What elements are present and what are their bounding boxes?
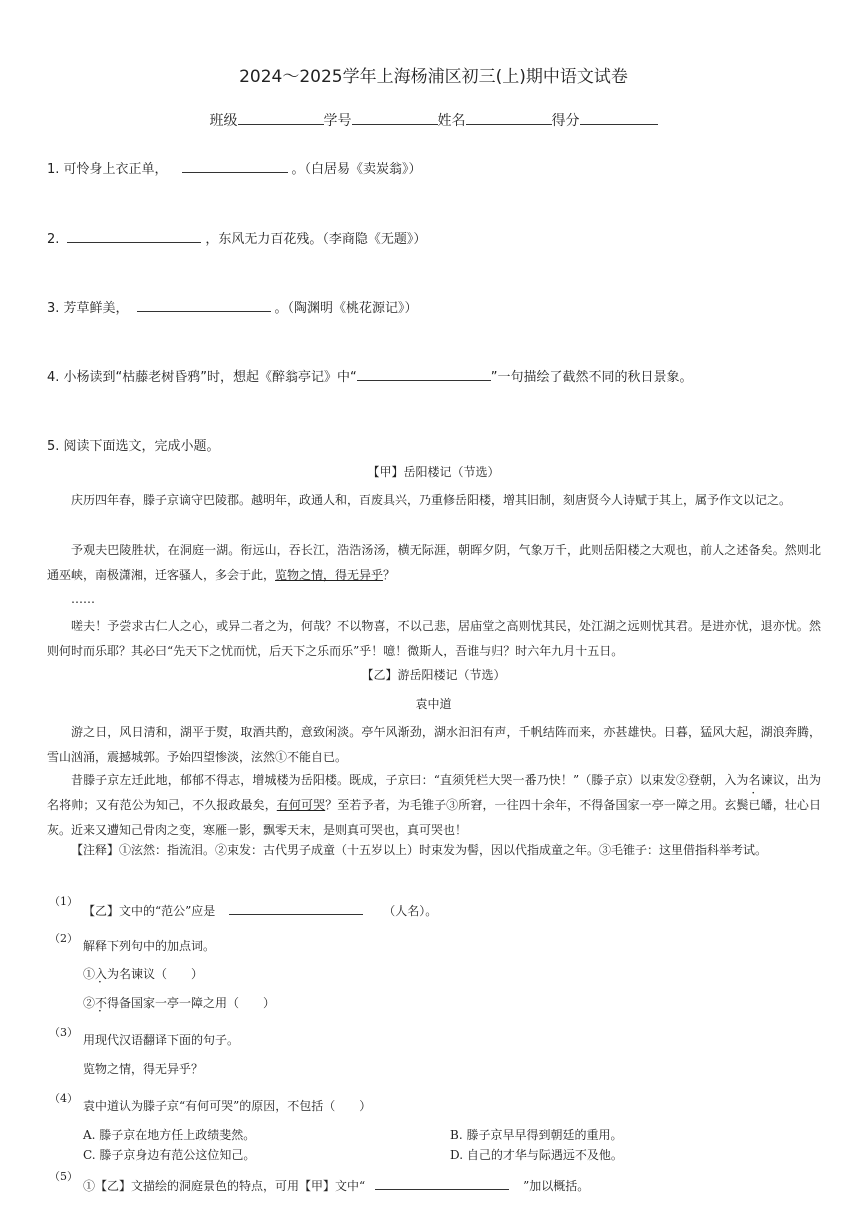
jia-p2-end: ？ [383, 568, 396, 582]
yi-p2-text-d: ？至若予者，为毛锥子 [325, 798, 447, 812]
passage-yi-p2 [47, 768, 821, 843]
sub-q4-text: 袁中道认为滕子京“有何可哭”的原因，不包括（ ） [83, 1099, 372, 1113]
q2-text: ，东风无力百花残。（李商隐《无题》） [205, 232, 427, 247]
item-a-text: 为名谏议（ ） [107, 967, 204, 981]
sub-q5-answer-blank[interactable] [375, 1175, 509, 1190]
sub-q1-number: （1） [49, 895, 78, 908]
score-field[interactable] [580, 110, 658, 125]
sub-q2-text: 解释下列句中的加点词。 [83, 939, 216, 953]
class-field[interactable] [238, 110, 324, 125]
dotted-word-ru: 入 · [724, 773, 736, 787]
sub-q1-text: 【乙】文中的“范公”应是 [83, 904, 216, 918]
q3-source: 。（陶渊明《桃花源记》） [274, 301, 418, 316]
sub-q1-end: （人名）。 [383, 904, 438, 918]
passage-jia-ellipsis: …… [71, 592, 95, 606]
q3-text: 3. 芳草鲜美， [47, 301, 129, 316]
sub-q5 [83, 1175, 589, 1194]
item-b-dotted-word: 不 [95, 996, 108, 1010]
item-a-dotted-word: 入 [95, 967, 108, 981]
passage-jia-p2 [47, 538, 821, 588]
yi-p2-text-a: 昔滕子京左迁此地，郁郁不得志，增城楼为岳阳楼。既成，子京曰：“直须凭栏大哭一番乃快！”（滕子京）以束发 [71, 773, 676, 787]
yi-p2-text-e: 所窘，一往四十余年，不得备国家一亭一障之用。玄鬓已皤，壮心日灰。近来又遭知己骨肉之变，寒雁一影，飘零天末，是则真可哭也，真可哭也！ [47, 798, 821, 837]
yi-p1-end: 不能自已。 [287, 750, 348, 764]
sub-q5-end: ”加以概括。 [523, 1179, 590, 1193]
q1-text: 1. 可怜身上衣正单， [47, 162, 168, 177]
sub-q3-sentence: 览物之情，得无异乎？ [83, 1062, 204, 1076]
sub-q3-text: 用现代汉语翻译下面的句子。 [83, 1033, 240, 1047]
sub-q2-number: （2） [49, 932, 78, 945]
option-c[interactable]: C. 滕子京身边有范公这位知己。 [83, 1148, 256, 1162]
page-title: 2024～2025学年上海杨浦区初三(上)期中语文试卷 [239, 67, 628, 87]
score-label: 得分 [551, 113, 580, 129]
passage-yi-notes: 【注释】①泫然：指流泪。②束发：古代男子成童（十五岁以上）时束发为髻，因以代指成童之年。③毛锥子：这里借指科举考试。 [71, 843, 768, 857]
option-b[interactable]: B. 滕子京早早得到朝廷的重用。 [450, 1128, 623, 1142]
q1-source: 。（白居易《卖炭翁》） [291, 162, 422, 177]
item-b-marker: ② [83, 996, 96, 1010]
underlined-sentence: 览物之情，得无异乎 [275, 568, 384, 582]
passage-yi-p1 [47, 720, 821, 770]
yi-p2-text-c: 为名谏议，出为名将帅；又有范公为知己，不久报政最矣， [47, 773, 821, 812]
question-2 [47, 228, 426, 247]
name-label: 姓名 [437, 113, 466, 129]
id-field[interactable] [352, 110, 438, 125]
sub-q5-number: （5） [49, 1170, 78, 1183]
student-info-line [0, 110, 867, 130]
question-1 [47, 158, 422, 177]
yi-p1-text: 游之日，风日清和，湖平于熨，取酒共酌，意致闲淡。亭午风渐劲，湖水汩汩有声，千帆结阵而来，亦甚雄快。日暮，猛风大起，湖浪奔腾，雪山汹涌，震撼城郭。予始四望惨淡，泫然 [47, 725, 821, 764]
question-3 [47, 297, 418, 316]
q3-answer-blank[interactable] [137, 297, 271, 312]
option-d[interactable]: D. 自己的才华与际遇远不及他。 [450, 1148, 623, 1162]
note-marker-3: ③ [446, 798, 459, 812]
q4-text-end: ”一句描绘了截然不同的秋日景象。 [490, 370, 693, 385]
sub-q4-number: （4） [49, 1092, 78, 1105]
note-marker-1: ① [275, 750, 288, 764]
q4-text: 4. 小杨读到“枯藤老树昏鸦”时，想起《醉翁亭记》中“ [47, 370, 357, 385]
q2-answer-blank[interactable] [67, 228, 201, 243]
passage-jia-p1: 庆历四年春，滕子京谪守巴陵郡。越明年，政通人和，百废具兴，乃重修岳阳楼，增其旧制，刻唐贤今人诗赋于其上，属予作文以记之。 [71, 493, 792, 507]
option-a[interactable]: A. 滕子京在地方任上政绩斐然。 [83, 1128, 256, 1142]
q2-number: 2. [47, 232, 60, 247]
passage-jia-p3: 嗟夫！予尝求古仁人之心，或异二者之为，何哉？不以物喜，不以己悲，居庙堂之高则忧其民，处江湖之远则忧其君。是进亦忧，退亦忧。然则何时而乐耶？其必曰“先天下之忧而忧，后天下之乐而乐”乎！噫！微斯人，吾谁与归？时六年九月十五日。 [47, 619, 821, 658]
question-4 [47, 366, 693, 385]
sub-q1 [83, 900, 437, 919]
sub-q5-text: ①【乙】文描绘的洞庭景色的特点，可用【甲】文中“ [83, 1179, 366, 1193]
item-a-marker: ① [83, 967, 96, 981]
class-label: 班级 [209, 113, 238, 129]
note-marker-2: ② [675, 773, 689, 787]
passage-yi-title: 【乙】游岳阳楼记（节选） [361, 668, 506, 682]
yi-p2-text-b: 登朝， [688, 773, 725, 787]
sub-q2-item-b [83, 994, 275, 1011]
id-label: 学号 [323, 113, 352, 129]
passage-jia-title: 【甲】岳阳楼记（节选） [367, 465, 500, 479]
q1-answer-blank[interactable] [182, 158, 288, 173]
sub-q2-item-a [83, 965, 203, 982]
sub-q1-answer-blank[interactable] [229, 900, 363, 915]
passage-yi-author: 袁中道 [415, 697, 452, 711]
q4-answer-blank[interactable] [357, 366, 491, 381]
question-5-intro: 5. 阅读下面选文，完成小题。 [47, 439, 220, 454]
jia-p2-text: 予观夫巴陵胜状，在洞庭一湖。衔远山，吞长江，浩浩汤汤，横无际涯，朝晖夕阴，气象万千，此则岳阳楼之大观也，前人之述备矣。然则北通巫峡，南极潇湘，迁客骚人，多会于此， [47, 543, 821, 582]
underlined-phrase: 有何可哭 [276, 798, 326, 812]
item-b-text: 得备国家一亭一障之用（ ） [107, 996, 276, 1010]
sub-q3-number: （3） [49, 1026, 78, 1039]
name-field[interactable] [466, 110, 552, 125]
